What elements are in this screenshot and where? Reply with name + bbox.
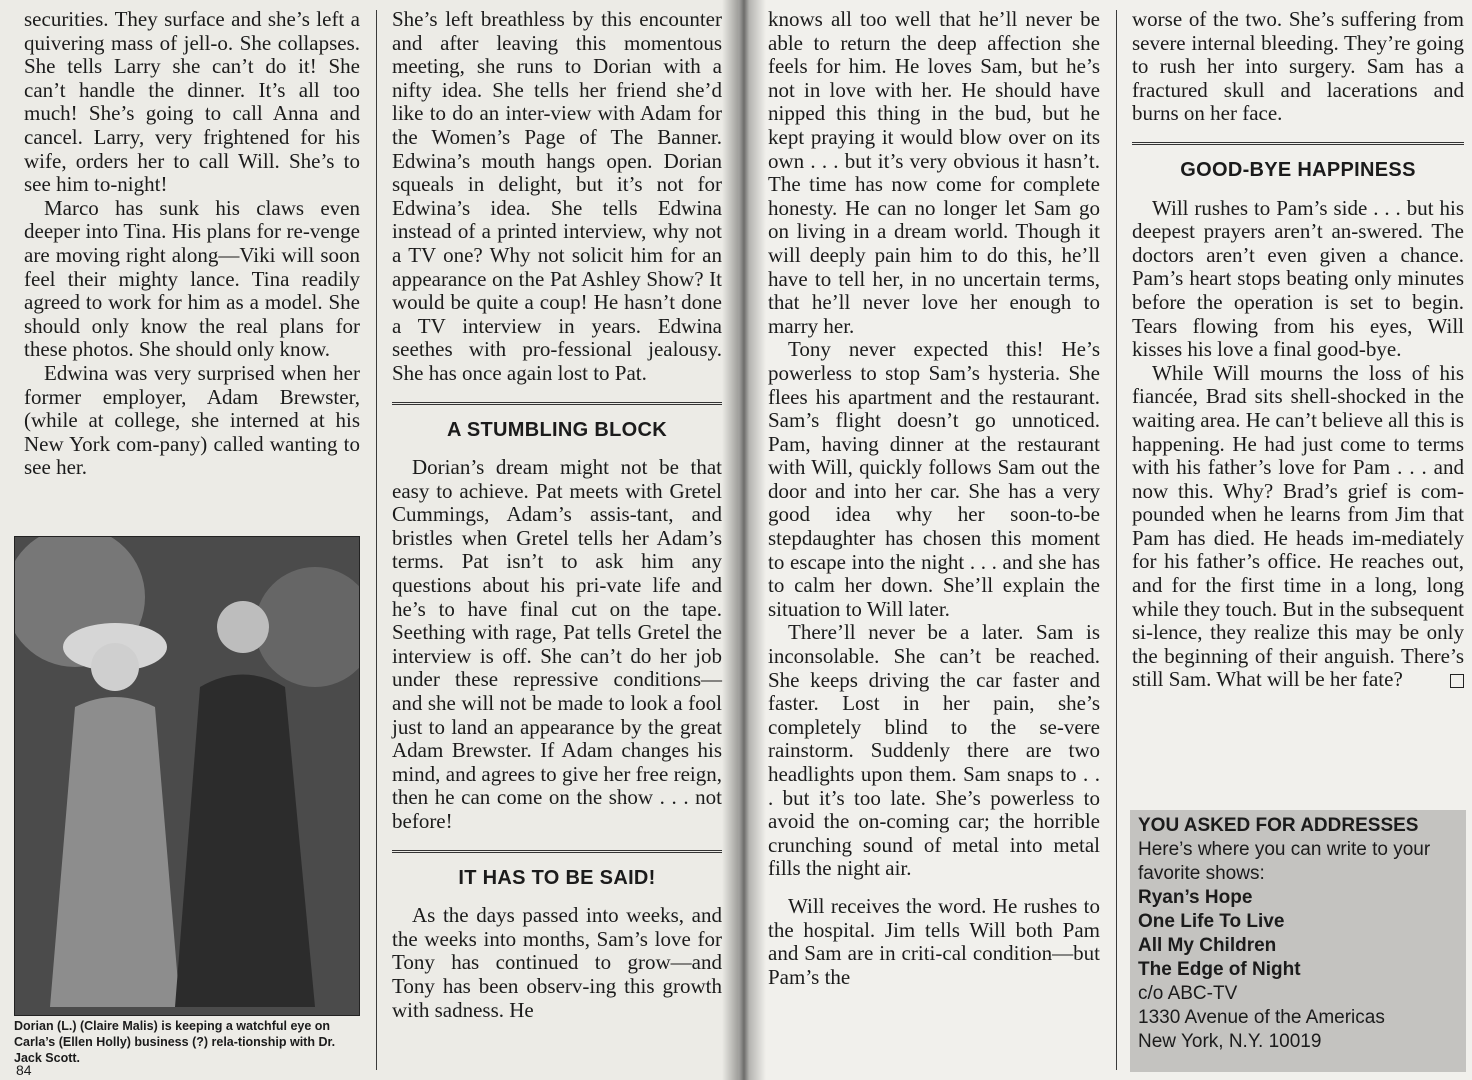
paragraph: Will receives the word. He rushes to the hospital. Jim tells Will both Pam and Sam are in criti-cal condition—but Pam’s the [768, 893, 1100, 989]
paragraph: securities. They surface and she’s left a quivering mass of jell-o. She collapses. She tells Larry she can’t do it! She can’t handle the dinner. It’s all too much! She’s going to call Anna and cancel. Larry, very frightened for his wife, orders her to call Will. She’s to see him to-night! [24, 7, 360, 197]
column-2 [392, 8, 722, 1022]
paragraph: Will rushes to Pam’s side . . . but his deepest prayers aren’t an-swered. The doctors aren’t even given a chance. Pam’s heart stops beating only minutes before the operation is set to begin. Tears flowing from his eyes, Will kisses his love a final good-bye. [1132, 195, 1464, 362]
show-name: All My Children [1138, 935, 1277, 956]
paragraph: She’s left breathless by this encounter and after leaving this momentous meeting, she runs to Dorian with a nifty idea. She tells her friend she’d like to do an inter-view with Adam for the Women’s Page of The Banner. Edwina’s mouth hangs open. Dorian squeals in delight, but it’s not for Edwina’s idea. She tells Edwina instead of a printed interview, why not a TV one? Why not solicit him for an appearance on the Pat Ashley Show? It would be quite a coup! He hasn’t done a TV interview in years. Edwina seethes with pro-fessional jealousy. She has once again lost to Pat. [392, 7, 722, 385]
end-mark-icon [1450, 674, 1464, 688]
section-heading: A STUMBLING BLOCK [392, 402, 722, 443]
paragraph: As the days passed into weeks, and the weeks into months, Sam’s love for Tony has continued to grow—and Tony has been observ-ing this growth with sadness. He [392, 903, 722, 1022]
show-name: One Life To Live [1138, 911, 1285, 932]
paragraph: Tony never expected this! He’s powerless to stop Sam’s hysteria. She flees his apartment and the restaurant. Sam’s flight doesn’t go unnoticed. Pam, having dinner at the restaurant with Will, quickly follows Sam out the door and into her car. She has a very good idea why her soon-to-be stepdaughter has chosen this moment to escape into the night . . . and she has to calm her down. She’ll explain the situation to Will later. [768, 337, 1100, 621]
column-rule [376, 10, 377, 1070]
column-3 [768, 8, 1100, 989]
photo-dorian-carla [14, 536, 360, 1016]
paragraph [1132, 362, 1464, 692]
paragraph: Marco has sunk his claws even deeper into Tina. His plans for re-venge are moving right along—Viki will soon feel their mighty lance. Tina readily agreed to work for him as a model. She should only know the real plans for these photos. She should only know. [24, 195, 360, 362]
paragraph: knows all too well that he’ll never be able to return the deep affection she feels for him. He loves Sam, but he’s not in love with her. He should have nipped this thing in the bud, but he kept praying it would blow over on its own . . . but it’s very obvious it hasn’t. The time has now come for complete honesty. He can no longer let Sam go on living in a dream world. Though it will deeply pain him to do this, he’ll have to tell her, in no uncertain terms, that he’ll never love her enough to marry her. [768, 7, 1100, 338]
section-heading: IT HAS TO BE SAID! [392, 850, 722, 891]
photo-illustration [15, 537, 359, 1015]
box-title: YOU ASKED FOR ADDRESSES [1138, 815, 1419, 836]
address-line: New York, N.Y. 10019 [1138, 1031, 1322, 1052]
page-gutter [722, 0, 766, 1080]
column-1 [24, 8, 360, 480]
address-line: c/o ABC-TV [1138, 983, 1238, 1004]
paragraph-text: While Will mourns the loss of his fiancée, Brad sits shell-shocked in the waiting area. He can’t believe all this is happening. He had just come to terms with his father’s love for Pam . . . and now this. Why? Brad’s grief is com-pounded when he learns from Jim that Pam has died. He heads im-mediately for his father’s office. He reaches out, and for the first time in a long, long while they touch. But in the subsequent si-lence, they realize this may be only the beginning of their anguish. There’s still Sam. What will be her fate? [1132, 360, 1464, 692]
paragraph: Edwina was very surprised when her former employer, Adam Brewster, (while at college, she interned at his New York com-pany) called wanting to see her. [24, 360, 360, 480]
box-intro: Here’s where you can write to your favorite shows: [1138, 839, 1431, 884]
page-number: 84 [16, 1062, 32, 1078]
address-line: 1330 Avenue of the Americas [1138, 1007, 1385, 1028]
paragraph: There’ll never be a later. Sam is inconsolable. She can’t be reached. She keeps driving the car faster and faster. Lost in her pain, she’s completely blind to the se-vere rainstorm. Suddenly there are two headlights upon them. Sam snaps to . . . but it’s too late. She’s powerless to avoid the on-coming car; the horrible crunching sound of metal into metal fills the night air. [768, 620, 1100, 881]
show-name: Ryan’s Hope [1138, 887, 1253, 908]
section-heading: GOOD-BYE HAPPINESS [1132, 142, 1464, 183]
show-name: The Edge of Night [1138, 959, 1301, 980]
addresses-box [1130, 810, 1466, 1072]
column-rule [1116, 10, 1117, 1070]
column-4 [1132, 8, 1464, 692]
paragraph: Dorian’s dream might not be that easy to achieve. Pat meets with Gretel Cummings, Adam’s assis-tant, and bristles when Gretel tells her Adam’s terms. Pat isn’t to ask him any questions about his pri-vate life and he’s to have final cut on the tape. Seething with rage, Pat tells Gretel the interview is off. She can’t do her job under these repressive conditions—and she will not be made to look a fool just to land an appearance by the great Adam Brewster. If Adam changes his mind, and agrees to give her free reign, then he can come on the show . . . not before! [392, 455, 722, 833]
paragraph: worse of the two. She’s suffering from severe internal bleeding. They’re going to rush her into surgery. Sam has a fractured skull and lacerations and burns on her face. [1132, 7, 1464, 126]
photo-caption: Dorian (L.) (Claire Malis) is keeping a watchful eye on Carla’s (Ellen Holly) business (?) rela-tionship with Dr. Jack Scott. [14, 1019, 336, 1065]
